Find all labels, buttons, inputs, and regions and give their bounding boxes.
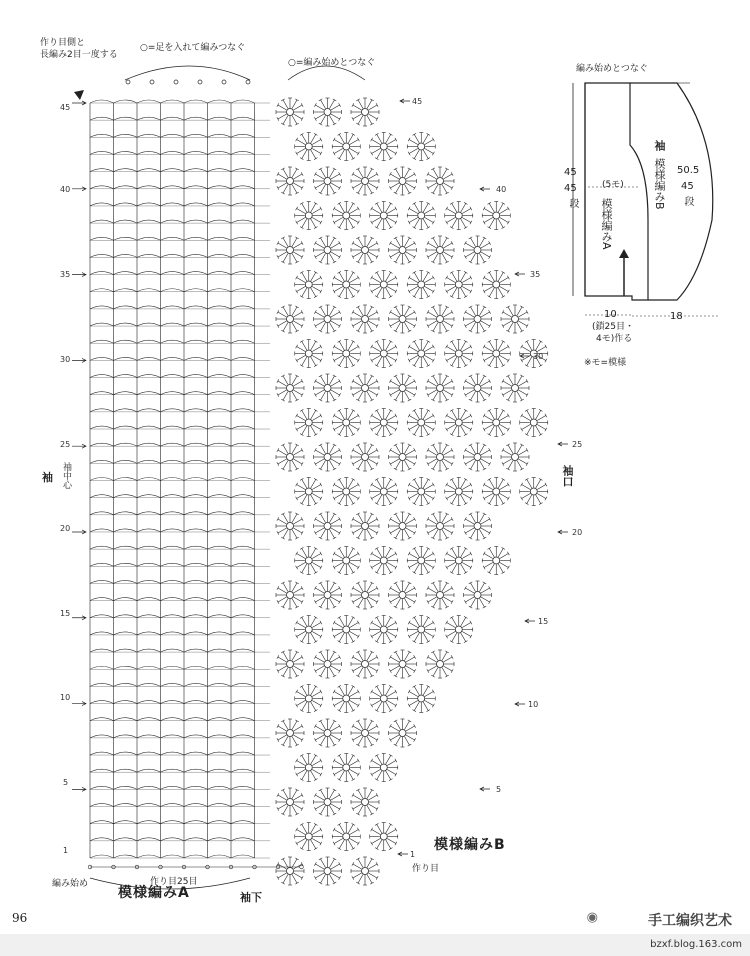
flower-motif <box>501 443 529 471</box>
flower-motif <box>295 202 323 230</box>
flower-motif <box>426 305 454 333</box>
foundation-right-label: 作り目 <box>412 864 440 874</box>
join-note-line2: 長編み2目一度する <box>40 50 118 60</box>
row-number-left-35: 35 <box>60 270 71 279</box>
flower-motif <box>464 512 492 540</box>
flower-motif <box>295 478 323 506</box>
flower-motif <box>276 650 304 678</box>
schematic-height-unit: 段 <box>567 198 578 208</box>
schematic-bottom-note-2: 4モ)作る <box>596 334 633 344</box>
stitch-row-arc <box>90 683 255 686</box>
stitch-row-arc <box>90 392 255 395</box>
schematic-right-unit: 段 <box>682 196 693 206</box>
right-row-arrow <box>520 354 530 358</box>
row-number-left-15: 15 <box>60 609 71 618</box>
left-row-arrow <box>72 444 86 448</box>
left-row-arrow <box>72 358 86 362</box>
flower-motif <box>407 340 435 368</box>
flower-motif <box>445 340 473 368</box>
flower-motif <box>445 478 473 506</box>
flower-motif <box>370 754 398 782</box>
row-number-right-20: 20 <box>572 528 583 537</box>
flower-motif <box>407 133 435 161</box>
flower-motif <box>314 98 342 126</box>
flower-motif <box>426 443 454 471</box>
stitch-row-arc <box>90 220 255 223</box>
sleeve-left-label: 袖 <box>42 471 53 484</box>
flower-motif <box>332 202 360 230</box>
flower-motif <box>351 305 379 333</box>
row-number-right-10: 10 <box>528 700 539 709</box>
flower-motif <box>389 236 417 264</box>
right-row-arrow <box>400 99 410 103</box>
flower-motif <box>332 754 360 782</box>
sleeve-schematic <box>573 83 720 316</box>
flower-motif <box>314 374 342 402</box>
flower-motif <box>426 374 454 402</box>
join-dot <box>222 80 226 84</box>
flower-motif <box>314 650 342 678</box>
stitch-row-arc <box>90 478 255 481</box>
schematic-pattern-b-label: 模様編みB <box>653 158 666 210</box>
start-label: 編み始め <box>52 879 89 889</box>
schematic-top-note: 編み始めとつなぐ <box>576 64 648 74</box>
schematic-pattern-b-outline <box>630 83 713 300</box>
flower-motif <box>389 167 417 195</box>
left-row-arrow <box>72 187 86 191</box>
pattern-a-label: 模様編みA <box>118 885 190 901</box>
stitch-row-arc <box>90 769 255 772</box>
schematic-arrowhead <box>619 249 629 258</box>
flower-motif <box>501 374 529 402</box>
stitch-row-arc <box>90 804 255 807</box>
flower-motif <box>389 650 417 678</box>
flower-motif <box>332 547 360 575</box>
flower-motif <box>314 305 342 333</box>
flower-motif <box>464 374 492 402</box>
flower-motif <box>295 547 323 575</box>
flower-motif <box>314 443 342 471</box>
flower-motif <box>407 202 435 230</box>
schematic-five-motif: (5モ) <box>602 180 624 190</box>
flower-motif <box>295 823 323 851</box>
stitch-row-arc <box>90 340 255 343</box>
right-row-arrow <box>515 272 525 276</box>
stitch-row-arc <box>90 357 255 360</box>
row-number-right-1: 1 <box>410 850 416 859</box>
flower-motif <box>445 409 473 437</box>
flower-motif <box>351 719 379 747</box>
stitch-row-arc <box>90 546 255 549</box>
row-number-right-30: 30 <box>533 352 544 361</box>
sleeve-center-label: 袖中心 <box>61 462 71 489</box>
flower-motif <box>426 236 454 264</box>
flower-motif <box>332 478 360 506</box>
flower-motif <box>482 202 510 230</box>
right-row-arrow <box>558 530 568 534</box>
flower-motif <box>276 512 304 540</box>
insert-join-note: ○=足を入れて編みつなぐ <box>140 43 246 53</box>
stitch-row-arc <box>90 117 255 120</box>
stitch-row-arc <box>90 186 255 189</box>
flower-motif <box>370 685 398 713</box>
stitch-row-arc <box>90 426 255 429</box>
stitch-row-arc <box>90 237 255 240</box>
left-row-arrow <box>72 702 86 706</box>
schematic-pattern-a-outline <box>585 83 648 300</box>
join-dot <box>150 80 154 84</box>
flower-motif <box>464 236 492 264</box>
stitch-row-arc <box>90 786 255 789</box>
watermark-url[interactable]: bzxf.blog.163.com <box>650 939 742 950</box>
flower-motif <box>295 133 323 161</box>
stitch-row-arc <box>90 718 255 721</box>
stitch-row-arc <box>90 855 255 858</box>
flower-motif <box>426 512 454 540</box>
stitch-row-arc <box>90 580 255 583</box>
row-number-left-10: 10 <box>60 693 71 702</box>
start-join-note: ○=編み始めとつなぐ <box>288 58 376 68</box>
flower-motif <box>464 443 492 471</box>
flower-motif <box>295 754 323 782</box>
footer-bar <box>0 934 750 956</box>
flower-motif <box>389 581 417 609</box>
flower-motif <box>407 271 435 299</box>
flower-motif <box>332 271 360 299</box>
row-number-left-40: 40 <box>60 185 71 194</box>
join-dot <box>126 80 130 84</box>
stitch-row-arc <box>90 375 255 378</box>
stitch-row-arc <box>90 289 255 292</box>
flower-motif <box>407 547 435 575</box>
flower-motif <box>276 788 304 816</box>
flower-motif <box>276 98 304 126</box>
flower-motif <box>351 167 379 195</box>
right-row-arrow <box>480 187 490 191</box>
left-row-arrow <box>72 530 86 534</box>
flower-motif <box>332 133 360 161</box>
flower-motif <box>276 374 304 402</box>
flower-motif <box>295 340 323 368</box>
flower-motif <box>407 478 435 506</box>
stitch-row-arc <box>90 615 255 618</box>
stitch-row-arc <box>90 512 255 515</box>
flower-motif <box>370 616 398 644</box>
flower-motif <box>445 616 473 644</box>
flower-motif <box>351 374 379 402</box>
flower-motif <box>276 719 304 747</box>
flower-motif <box>295 409 323 437</box>
start-marker <box>74 90 84 100</box>
flower-motif <box>370 823 398 851</box>
schematic-height-rows: 45 <box>564 183 577 194</box>
flower-motif <box>314 719 342 747</box>
flower-motif <box>370 478 398 506</box>
flower-motif <box>407 409 435 437</box>
flower-motif <box>445 271 473 299</box>
flower-motif <box>370 547 398 575</box>
flower-motif <box>332 340 360 368</box>
right-row-arrow <box>558 442 568 446</box>
join-dot <box>198 80 202 84</box>
flower-motif <box>520 478 548 506</box>
flower-motif <box>314 581 342 609</box>
flower-motif <box>370 409 398 437</box>
row-number-right-5: 5 <box>496 785 502 794</box>
stitch-row-arc <box>90 649 255 652</box>
flower-motif <box>370 202 398 230</box>
flower-motif <box>445 547 473 575</box>
flower-motif <box>389 512 417 540</box>
right-row-arrow <box>525 619 535 623</box>
schematic-pattern-a-label: 模様編みA <box>600 198 613 250</box>
flower-motif <box>295 271 323 299</box>
stitch-row-arc <box>90 735 255 738</box>
wechat-icon: ◉ <box>586 910 598 925</box>
flower-motif <box>389 374 417 402</box>
schematic-right-rows: 45 <box>681 181 694 192</box>
flower-motif <box>332 823 360 851</box>
schematic-bottom-left-value: 10 <box>604 309 617 320</box>
flower-motif <box>276 581 304 609</box>
row-number-left-25: 25 <box>60 440 71 449</box>
stitch-row-arc <box>90 495 255 498</box>
stitch-row-arc <box>90 666 255 669</box>
foundation-chain-label: 作り目25目 <box>150 877 198 887</box>
stitch-row-arc <box>90 460 255 463</box>
right-row-arrow <box>515 702 525 706</box>
stitch-row-arc <box>90 169 255 172</box>
flower-motif <box>351 443 379 471</box>
join-dot <box>174 80 178 84</box>
stitch-row-arc <box>90 100 255 103</box>
right-row-arrow <box>398 852 408 856</box>
schematic-right-value: 50.5 <box>677 165 700 176</box>
flower-motif <box>351 512 379 540</box>
flower-motif <box>314 857 342 885</box>
flower-motif <box>332 685 360 713</box>
sleeve-bottom-label: 袖下 <box>240 891 262 904</box>
pattern-b-flower-motifs <box>276 98 548 885</box>
join-dot <box>246 80 250 84</box>
flower-motif <box>482 340 510 368</box>
flower-motif <box>351 650 379 678</box>
schematic-bottom-note-1: (鎖25目・ <box>592 322 634 332</box>
page-number: 96 <box>12 911 28 925</box>
stitch-row-arc <box>90 254 255 257</box>
row-number-left-20: 20 <box>60 524 71 533</box>
schematic-sleeve-label: 袖 <box>653 140 666 151</box>
row-number-left-1: 1 <box>63 846 69 855</box>
schematic-bottom-right-value: 18 <box>670 311 683 322</box>
flower-motif <box>276 443 304 471</box>
flower-motif <box>520 409 548 437</box>
flower-motif <box>370 340 398 368</box>
stitch-row-arc <box>90 563 255 566</box>
flower-motif <box>482 547 510 575</box>
flower-motif <box>314 512 342 540</box>
foundation-chain-stitch <box>300 865 304 869</box>
flower-motif <box>295 616 323 644</box>
flower-motif <box>464 305 492 333</box>
row-number-right-15: 15 <box>538 617 549 626</box>
row-number-left-30: 30 <box>60 355 71 364</box>
row-number-right-25: 25 <box>572 440 583 449</box>
flower-motif <box>351 98 379 126</box>
flower-motif <box>464 581 492 609</box>
stitch-row-arc <box>90 272 255 275</box>
stitch-row-arc <box>90 598 255 601</box>
flower-motif <box>351 236 379 264</box>
join-note-line1: 作り目側と <box>40 38 86 48</box>
flower-motif <box>389 719 417 747</box>
flower-motif <box>482 478 510 506</box>
flower-motif <box>482 409 510 437</box>
flower-motif <box>276 236 304 264</box>
schematic-height-value: 45 <box>564 167 577 178</box>
join-brace <box>125 66 250 80</box>
row-number-left-5: 5 <box>63 778 69 787</box>
flower-motif <box>314 167 342 195</box>
stitch-row-arc <box>90 529 255 532</box>
left-row-arrow <box>72 616 86 620</box>
stitch-row-arc <box>90 409 255 412</box>
cuff-label: 袖口 <box>561 465 574 487</box>
flower-motif <box>482 271 510 299</box>
stitch-row-arc <box>90 134 255 137</box>
flower-motif <box>407 616 435 644</box>
flower-motif <box>276 857 304 885</box>
stitch-row-arc <box>90 632 255 635</box>
flower-motif <box>351 581 379 609</box>
stitch-row-arc <box>90 151 255 154</box>
flower-motif <box>389 443 417 471</box>
stitch-row-arc <box>90 838 255 841</box>
flower-motif <box>445 202 473 230</box>
pattern-a-stitch-grid <box>72 66 365 889</box>
stitch-row-arc <box>90 752 255 755</box>
row-number-right-45: 45 <box>412 97 423 106</box>
flower-motif <box>370 271 398 299</box>
flower-motif <box>426 581 454 609</box>
watermark-title: 手工编织艺术 <box>648 913 732 929</box>
stitch-row-arc <box>90 443 255 446</box>
flower-motif <box>276 167 304 195</box>
flower-motif <box>407 685 435 713</box>
pattern-b-label: 模様編みB <box>434 837 506 853</box>
flower-motif <box>351 857 379 885</box>
flower-motif <box>332 409 360 437</box>
stitch-row-arc <box>90 306 255 309</box>
flower-motif <box>351 788 379 816</box>
right-row-arrow <box>480 787 490 791</box>
flower-motif <box>370 133 398 161</box>
flower-motif <box>276 305 304 333</box>
left-row-arrow <box>72 787 86 791</box>
row-number-right-35: 35 <box>530 270 541 279</box>
flower-motif <box>314 788 342 816</box>
stitch-row-arc <box>90 323 255 326</box>
flower-motif <box>314 236 342 264</box>
flower-motif <box>332 616 360 644</box>
row-number-left-45: 45 <box>60 103 71 112</box>
left-row-arrow <box>72 273 86 277</box>
stitch-row-arc <box>90 203 255 206</box>
schematic-motif-note: ※モ=模様 <box>584 358 627 368</box>
stitch-row-arc <box>90 821 255 824</box>
flower-motif <box>501 305 529 333</box>
flower-motif <box>426 167 454 195</box>
flower-motif <box>389 305 417 333</box>
stitch-row-arc <box>90 701 255 704</box>
flower-motif <box>426 650 454 678</box>
row-number-right-40: 40 <box>496 185 507 194</box>
left-row-arrow <box>72 101 86 105</box>
flower-motif <box>295 685 323 713</box>
